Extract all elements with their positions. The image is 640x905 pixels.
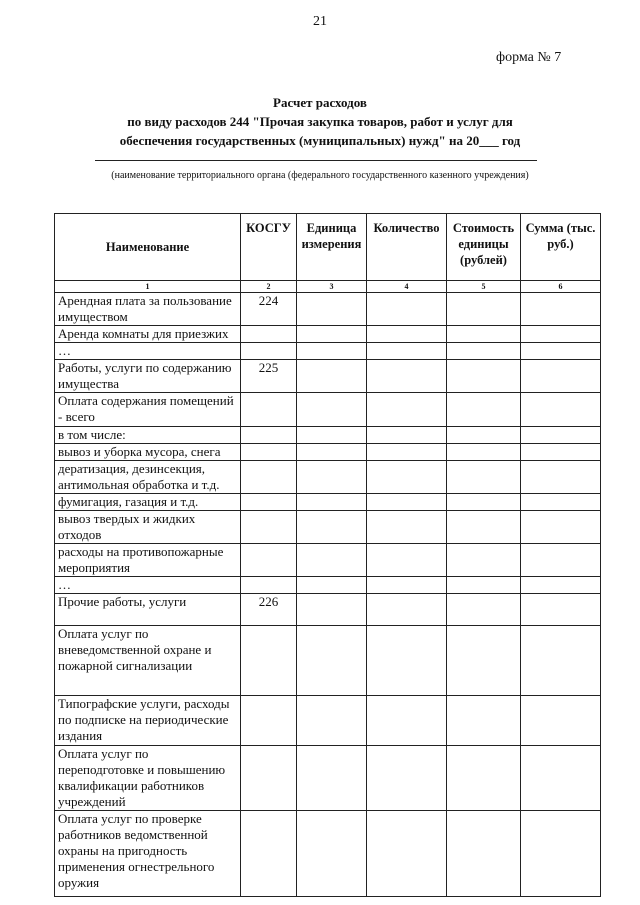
row-kosgu <box>241 494 297 511</box>
row-quantity <box>367 343 447 360</box>
org-name-line <box>95 160 537 161</box>
column-number: 6 <box>521 281 601 293</box>
expense-table <box>54 213 601 897</box>
column-number: 2 <box>241 281 297 293</box>
row-unit-cost <box>447 360 521 393</box>
header-unit: Единица измерения <box>297 214 367 281</box>
row-name: Оплата содержания помещений - всего <box>55 393 241 427</box>
row-unit <box>297 494 367 511</box>
row-sum <box>521 393 601 427</box>
table-row <box>55 746 601 811</box>
header-row <box>55 214 601 281</box>
row-kosgu <box>241 461 297 494</box>
row-sum <box>521 461 601 494</box>
row-kosgu <box>241 696 297 746</box>
page-number: 21 <box>313 14 327 29</box>
row-unit <box>297 343 367 360</box>
row-unit <box>297 746 367 811</box>
row-unit <box>297 427 367 444</box>
row-sum <box>521 544 601 577</box>
row-sum <box>521 626 601 696</box>
row-unit-cost <box>447 594 521 626</box>
row-unit-cost <box>447 696 521 746</box>
row-kosgu: 224 <box>241 293 297 326</box>
row-sum <box>521 696 601 746</box>
row-unit-cost <box>447 811 521 897</box>
row-name: вывоз твердых и жидких отходов <box>55 511 241 544</box>
table-row <box>55 343 601 360</box>
row-name: в том числе: <box>55 427 241 444</box>
table-row <box>55 594 601 626</box>
row-unit-cost <box>447 326 521 343</box>
row-sum <box>521 427 601 444</box>
row-kosgu <box>241 577 297 594</box>
row-quantity <box>367 494 447 511</box>
row-kosgu <box>241 511 297 544</box>
title-line-2: по виду расходов 244 "Прочая закупка товаров, работ и услуг для <box>127 114 513 129</box>
table-row <box>55 811 601 897</box>
row-name: расходы на противопожарные мероприятия <box>55 544 241 577</box>
row-unit <box>297 461 367 494</box>
row-name: Оплата услуг по проверке работников ведомственной охраны на пригодность применения огнестрельного оружия <box>55 811 241 897</box>
row-unit-cost <box>447 746 521 811</box>
row-sum <box>521 444 601 461</box>
row-kosgu: 226 <box>241 594 297 626</box>
row-kosgu <box>241 746 297 811</box>
row-sum <box>521 746 601 811</box>
row-quantity <box>367 360 447 393</box>
row-unit <box>297 360 367 393</box>
row-quantity <box>367 594 447 626</box>
table-row <box>55 494 601 511</box>
row-unit-cost <box>447 626 521 696</box>
row-sum <box>521 343 601 360</box>
row-unit <box>297 544 367 577</box>
table-row <box>55 444 601 461</box>
row-unit-cost <box>447 461 521 494</box>
row-unit <box>297 811 367 897</box>
row-unit-cost <box>447 444 521 461</box>
row-quantity <box>367 544 447 577</box>
table-row <box>55 511 601 544</box>
row-name: фумигация, газация и т.д. <box>55 494 241 511</box>
header-quantity: Количество <box>367 214 447 281</box>
row-quantity <box>367 444 447 461</box>
row-quantity <box>367 696 447 746</box>
title-line-1: Расчет расходов <box>273 95 367 110</box>
row-quantity <box>367 326 447 343</box>
header-unit-cost: Стоимость единицы (рублей) <box>447 214 521 281</box>
row-quantity <box>367 427 447 444</box>
row-quantity <box>367 577 447 594</box>
row-unit <box>297 626 367 696</box>
row-unit-cost <box>447 343 521 360</box>
column-number: 3 <box>297 281 367 293</box>
row-sum <box>521 326 601 343</box>
row-name: Работы, услуги по содержанию имущества <box>55 360 241 393</box>
table-row <box>55 696 601 746</box>
row-kosgu <box>241 626 297 696</box>
table-row <box>55 326 601 343</box>
table-row <box>55 293 601 326</box>
document-title <box>0 93 640 150</box>
table-row <box>55 544 601 577</box>
row-unit <box>297 696 367 746</box>
row-sum <box>521 360 601 393</box>
row-kosgu: 225 <box>241 360 297 393</box>
row-sum <box>521 511 601 544</box>
row-kosgu <box>241 811 297 897</box>
row-sum <box>521 811 601 897</box>
row-name: … <box>55 343 241 360</box>
row-sum <box>521 494 601 511</box>
row-name: Аренда комнаты для приезжих <box>55 326 241 343</box>
row-name: … <box>55 577 241 594</box>
row-unit <box>297 293 367 326</box>
row-name: Оплата услуг по переподготовке и повышению квалификации работников учреждений <box>55 746 241 811</box>
column-number: 5 <box>447 281 521 293</box>
row-sum <box>521 293 601 326</box>
row-name: Арендная плата за пользование имуществом <box>55 293 241 326</box>
row-quantity <box>367 811 447 897</box>
row-name: дератизация, дезинсекция, антимольная обработка и т.д. <box>55 461 241 494</box>
header-sum: Сумма (тыс. руб.) <box>521 214 601 281</box>
row-sum <box>521 577 601 594</box>
row-quantity <box>367 746 447 811</box>
row-quantity <box>367 393 447 427</box>
row-name: Прочие работы, услуги <box>55 594 241 626</box>
table-row <box>55 360 601 393</box>
row-unit <box>297 511 367 544</box>
row-name: Оплата услуг по вневедомственной охране и пожарной сигнализации <box>55 626 241 696</box>
table-row <box>55 577 601 594</box>
row-kosgu <box>241 326 297 343</box>
row-kosgu <box>241 427 297 444</box>
row-kosgu <box>241 444 297 461</box>
header-name: Наименование <box>55 214 241 281</box>
row-unit <box>297 326 367 343</box>
table-row <box>55 393 601 427</box>
row-unit <box>297 393 367 427</box>
row-unit-cost <box>447 427 521 444</box>
table-row <box>55 626 601 696</box>
form-number: форма № 7 <box>496 50 562 65</box>
row-unit-cost <box>447 577 521 594</box>
table-row <box>55 427 601 444</box>
row-unit <box>297 594 367 626</box>
row-name: вывоз и уборка мусора, снега <box>55 444 241 461</box>
row-quantity <box>367 461 447 494</box>
row-unit <box>297 444 367 461</box>
row-name: Типографские услуги, расходы по подписке на периодические издания <box>55 696 241 746</box>
org-caption: (наименование территориального органа (федерального государственного казенного учреждения) <box>111 170 529 181</box>
row-unit-cost <box>447 544 521 577</box>
header-kosgu: КОСГУ <box>241 214 297 281</box>
column-number: 1 <box>55 281 241 293</box>
row-kosgu <box>241 393 297 427</box>
row-unit-cost <box>447 293 521 326</box>
table-row <box>55 461 601 494</box>
row-unit-cost <box>447 511 521 544</box>
column-number: 4 <box>367 281 447 293</box>
row-kosgu <box>241 544 297 577</box>
row-quantity <box>367 293 447 326</box>
row-unit <box>297 577 367 594</box>
row-sum <box>521 594 601 626</box>
row-quantity <box>367 626 447 696</box>
title-line-3: обеспечения государственных (муниципальных) нужд" на 20___ год <box>119 133 521 148</box>
column-number-row <box>55 281 601 293</box>
row-kosgu <box>241 343 297 360</box>
row-unit-cost <box>447 393 521 427</box>
row-unit-cost <box>447 494 521 511</box>
row-quantity <box>367 511 447 544</box>
